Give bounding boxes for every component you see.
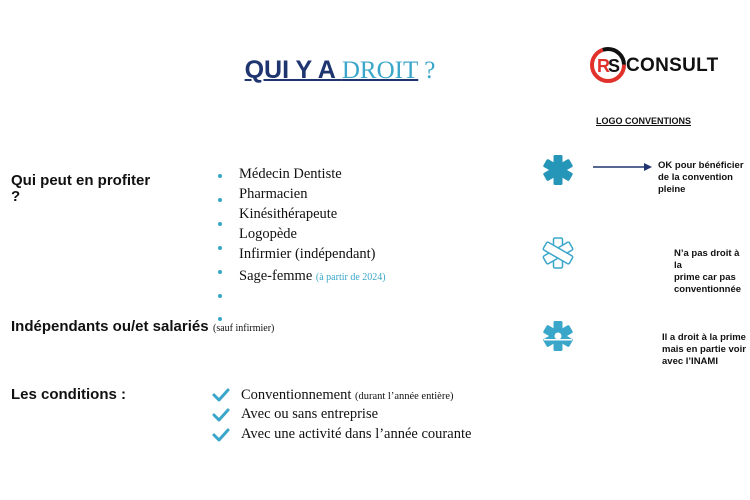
logo-conventions-heading: LOGO CONVENTIONS — [596, 116, 692, 126]
logo-brand-text: CONSULT — [626, 55, 719, 76]
check-icon — [212, 427, 230, 443]
page-title — [0, 56, 680, 85]
list-item: Infirmier (indépendant) — [239, 246, 376, 262]
condition-note: (durant l’année entière) — [354, 391, 454, 402]
list-item: Logopède — [239, 226, 297, 242]
star-of-life-partial-icon — [542, 320, 574, 352]
section2-label: Indépendants ou/et salariés — [11, 318, 209, 335]
legend-note-line: pleine — [658, 184, 686, 195]
legend-note-line: Il a droit à la prime — [662, 332, 746, 343]
svg-text:R: R — [597, 56, 610, 76]
section1-label-line1: Qui peut en profiter — [11, 172, 151, 189]
section2-label-wrap — [11, 318, 274, 336]
bullet-dot — [218, 294, 222, 298]
bullet-dot — [218, 246, 222, 250]
title-part2: DROIT — [341, 57, 419, 84]
check-icon — [212, 387, 230, 403]
bullet-dot — [218, 270, 222, 274]
svg-text:S: S — [608, 56, 621, 76]
bullet-dot — [218, 222, 222, 226]
legend-note-line: prime car pas — [674, 272, 736, 283]
legend-note-line: N’a pas droit à la — [674, 248, 740, 271]
list-item-note: (à partir de 2024) — [315, 272, 386, 283]
list-item: Pharmacien — [239, 186, 308, 202]
star-of-life-outline-icon — [542, 237, 574, 269]
condition-item: Avec ou sans entreprise — [241, 406, 379, 422]
section2-note: (sauf infirmier) — [213, 323, 275, 334]
legend-note-2 — [674, 248, 750, 296]
list-item — [239, 268, 386, 285]
arrow-right-icon — [592, 160, 654, 174]
list-item-main: Sage-femme — [239, 268, 313, 284]
legend-note-line: avec l’INAMI — [662, 356, 718, 367]
legend-note-line: OK pour bénéficier — [658, 160, 744, 171]
list-item: Médecin Dentiste — [239, 166, 342, 182]
section1-label-line2: ? — [11, 188, 21, 205]
section3-label: Les conditions : — [11, 386, 127, 403]
bullet-dot — [218, 198, 222, 202]
legend-note-line: conventionnée — [674, 284, 742, 295]
check-icon — [212, 407, 230, 423]
legend-note-line: de la convention — [658, 172, 733, 183]
legend-note-line: mais en partie voir — [662, 344, 746, 355]
title-part3: ? — [424, 57, 436, 84]
bullet-dot — [218, 174, 222, 178]
title-part1: QUI Y A — [244, 56, 342, 84]
star-of-life-filled-icon — [542, 154, 574, 186]
condition-main: Conventionnement — [241, 387, 352, 403]
list-item: Kinésithérapeute — [239, 206, 338, 222]
legend-note-3 — [662, 332, 746, 368]
condition-item — [241, 387, 454, 404]
legend-note-1 — [658, 160, 744, 196]
condition-item: Avec une activité dans l’année courante — [241, 426, 472, 442]
